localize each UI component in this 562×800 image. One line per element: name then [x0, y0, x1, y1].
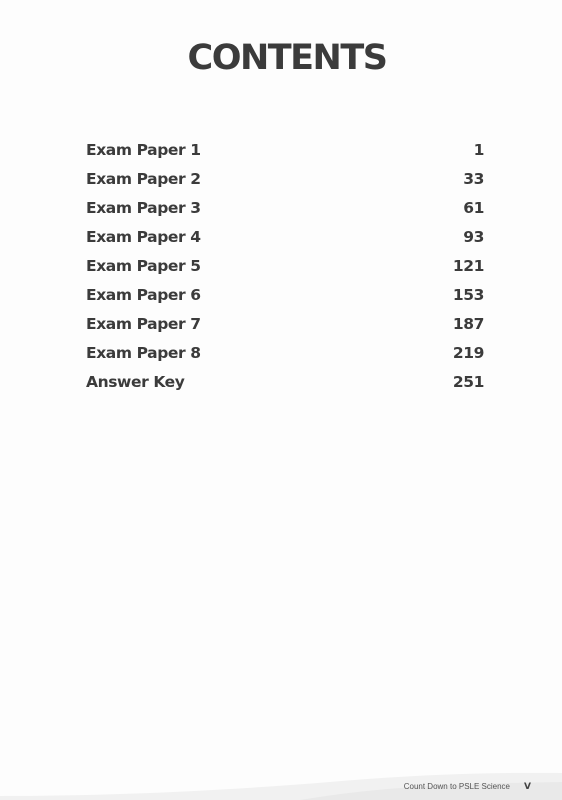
toc-entry-label: Exam Paper 6 [86, 285, 201, 304]
toc-entry-page-number: 33 [463, 170, 484, 189]
toc-entry-page-number: 93 [463, 228, 484, 247]
toc-entry-page-number: 121 [452, 257, 484, 275]
toc-entry-exam-paper-2[interactable] [86, 165, 484, 194]
toc-entry-label: Exam Paper 5 [86, 257, 201, 275]
toc-entry-page-number: 187 [452, 314, 484, 333]
toc-entry-label: Exam Paper 4 [86, 228, 201, 247]
toc-entry-page-number: 1 [473, 141, 484, 160]
toc-entry-page-number: 61 [463, 199, 484, 218]
toc-entry-exam-paper-4[interactable] [86, 223, 484, 252]
footer-page-number: V [524, 782, 531, 792]
table-of-contents [86, 136, 484, 396]
toc-entry-page-number: 219 [452, 343, 484, 362]
toc-entry-label: Exam Paper 1 [86, 141, 201, 160]
toc-entry-exam-paper-7[interactable] [86, 309, 484, 338]
toc-entry-label: Answer Key [86, 372, 185, 391]
footer-wave-decoration [0, 760, 562, 800]
toc-entry-exam-paper-8[interactable] [86, 338, 484, 367]
toc-entry-exam-paper-6[interactable] [86, 280, 484, 309]
toc-entry-label: Exam Paper 7 [86, 314, 201, 333]
toc-entry-exam-paper-1[interactable] [86, 136, 484, 165]
page-title: CONTENTS [187, 38, 387, 78]
toc-entry-page-number: 153 [452, 285, 484, 304]
toc-entry-label: Exam Paper 3 [86, 199, 201, 218]
toc-entry-exam-paper-5[interactable] [86, 252, 484, 281]
toc-entry-answer-key[interactable] [86, 367, 484, 396]
toc-entry-label: Exam Paper 8 [86, 343, 201, 362]
toc-entry-page-number: 251 [452, 372, 484, 391]
footer-book-title: Count Down to PSLE Science [403, 782, 510, 791]
toc-entry-exam-paper-3[interactable] [86, 194, 484, 223]
footer-band [0, 760, 562, 800]
toc-entry-label: Exam Paper 2 [86, 170, 201, 189]
